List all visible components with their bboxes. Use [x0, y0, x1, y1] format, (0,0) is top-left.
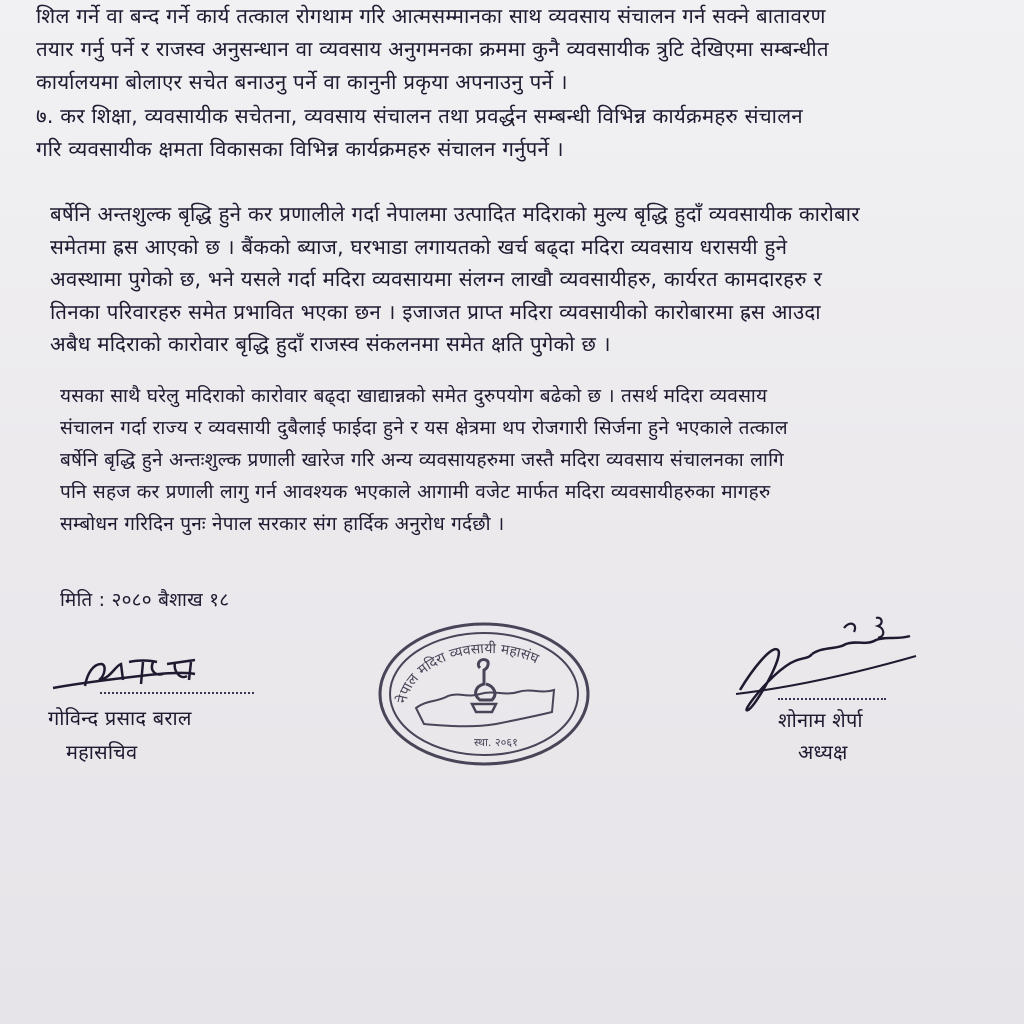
right-signatory-title: अध्यक्ष	[798, 740, 848, 764]
para2-line-1: बर्षेनि अन्तशुल्क बृद्धि हुने कर प्रणालीले गर्दा नेपालमा उत्पादित मदिराको मुल्य बृद्धि हुदाँ व्यवसायीक कारोबार	[50, 202, 860, 226]
para2-line-2: समेतमा ह्रस आएको छ । बैंकको ब्याज, घरभाडा लगायतको खर्च बढ्दा मदिरा व्यवसाय धरासयी हुने	[50, 235, 788, 259]
left-signatory-title: महासचिव	[66, 740, 138, 764]
left-signature-line	[100, 692, 254, 694]
top-line-3: कार्यालयमा बोलाएर सचेत बनाउनु पर्ने वा कानुनी प्रकृया अपनाउनु पर्ने ।	[36, 70, 568, 94]
top-line-4: ७. कर शिक्षा, व्यवसायीक सचेतना, व्यवसाय संचालन तथा प्रवर्द्धन सम्बन्धी विभिन्न कार्यक्रमहरु संचालन	[36, 104, 803, 128]
para3-line-1: यसका साथै घरेलु मदिराको कारोवार बढ्दा खाद्यान्नको समेत दुरुपयोग बढेको छ । तसर्थ मदिरा व्यवसाय	[60, 385, 768, 407]
right-signature-scribble	[726, 610, 926, 720]
seal-org-text: नेपाल मदिरा व्यवसायी महासंघ	[394, 640, 542, 705]
right-signatory-name: शोनाम शेर्पा	[778, 708, 863, 732]
para3-line-4: पनि सहज कर प्रणाली लागु गर्न आवश्यक भएकाले आगामी वजेट मार्फत मदिरा व्यवसायीहरुका मागहरु	[60, 481, 771, 503]
para2-line-5: अबैध मदिराको कारोवार बृद्धि हुदाँ राजस्व संकलनमा समेत क्षति पुगेको छ ।	[50, 332, 611, 356]
seal-est-text: स्था. २०६१	[474, 736, 518, 749]
para3-line-5: सम्बोधन गरिदिन पुनः नेपाल सरकार संग हार्दिक अनुरोध गर्दछौ ।	[60, 513, 505, 535]
organization-seal	[376, 620, 592, 768]
top-line-2: तयार गर्नु पर्ने र राजस्व अनुसन्धान वा व्यवसाय अनुगमनका क्रममा कुनै व्यवसायीक त्रुटि देखिएमा सम्बन्धीत	[36, 37, 829, 61]
para3-line-3: बर्षेनि बृद्धि हुने अन्तःशुल्क प्रणाली खारेज गरि अन्य व्यवसायहरुमा जस्तै मदिरा व्यवसाय संचालनका लागि	[60, 449, 784, 471]
para2-line-4: तिनका परिवारहरु समेत प्रभावित भएका छन । इजाजत प्राप्त मदिरा व्यवसायीको कारोबारमा ह्रस आउदा	[50, 300, 821, 324]
top-line-1: शिल गर्ने वा बन्द गर्ने कार्य तत्काल रोगथाम गरि आत्मसम्मानका साथ व्यवसाय संचालन गर्न सक्ने बातावरण	[36, 4, 826, 28]
left-signatory-name: गोविन्द प्रसाद बराल	[48, 706, 192, 730]
para3-line-2: संचालन गर्दा राज्य र व्यवसायी दुबैलाई फाईदा हुने र यस क्षेत्रमा थप रोजगारी सिर्जना हुने भएकाले तत्काल	[60, 417, 788, 439]
top-line-5: गरि व्यवसायीक क्षमता विकासका विभिन्न कार्यक्रमहरु संचालन गर्नुपर्ने ।	[36, 137, 564, 161]
date-line: मिति : २०८० बैशाख १८	[60, 589, 230, 611]
para2-line-3: अवस्थामा पुगेको छ, भने यसले गर्दा मदिरा व्यवसायमा संलग्न लाखौ व्यवसायीहरु, कार्यरत कामदारहरु र	[50, 267, 823, 291]
right-signature-line	[778, 698, 886, 700]
